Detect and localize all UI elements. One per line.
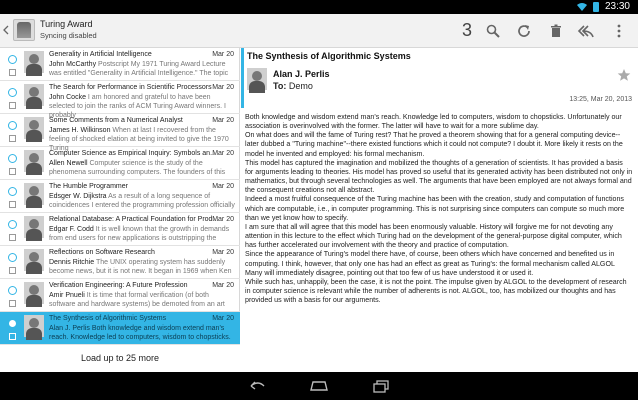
recipient: Demo <box>288 81 313 91</box>
message-row[interactable] <box>0 147 240 180</box>
reply-all-icon[interactable] <box>578 23 594 39</box>
body-paragraph: On what does and will the fame of Turing rest? That he proved a theorem showing that for a general computing device--later dubbed a "Turing machine"--there existed functions which it could not compute? I doubt it. More likely it rests on the model he invented and employed: his formal mechanism. <box>245 131 623 158</box>
message-snippet: Edgar F. Codd It is well known that the growth in demands from end users for new applications is outstripping the <box>49 226 230 242</box>
message-subject: The Search for Performance in Scientific Processors <box>49 84 212 91</box>
unread-indicator-icon <box>8 319 17 328</box>
message-snippet: John McCarthy Postscript My 1971 Turing Award Lecture was entitled "Generality in Artificial Intelligence." The topic <box>49 61 229 77</box>
sender-avatar <box>24 216 44 238</box>
message-snippet: James H. Wilkinson When at last I recovered from the feeling of shocked elation at being invited to give the 1970 Turing <box>49 127 229 152</box>
load-more-button[interactable]: Load up to 25 more <box>0 345 240 372</box>
select-checkbox[interactable] <box>9 135 16 142</box>
star-icon[interactable] <box>617 68 631 82</box>
select-checkbox[interactable] <box>9 267 16 274</box>
message-snippet: Allen Newell Computer science is the study of the phenomena surrounding computers. The founders of this <box>49 160 226 176</box>
sender-avatar <box>24 51 44 73</box>
message-snippet: John Cocke I am honored and grateful to have been selected to join the ranks of ACM Turing Award winners. I probably <box>49 94 226 119</box>
sender-avatar <box>24 150 44 172</box>
selected-count: 3 <box>462 20 473 40</box>
body-paragraph: While such has, unhappily, been the case, it is not the point. The impulse given by ALGOL to the development of research in computer science is relevant while the number of adherents is not. ALGOL, too, has mobilized our thoughts and has provided us with a basis for our arguments. <box>245 277 627 305</box>
message-sender: James H. Wilkinson <box>49 127 111 134</box>
folder-title: Turing Award <box>40 19 93 29</box>
message-row[interactable] <box>0 246 240 279</box>
message-sender: Edsger W. Dijkstra <box>49 193 107 200</box>
message-row[interactable] <box>0 114 240 152</box>
message-sender: Amir Pnueli <box>49 292 85 299</box>
sender-avatar <box>24 249 44 271</box>
select-checkbox[interactable] <box>9 300 16 307</box>
search-icon[interactable] <box>485 23 501 39</box>
account-avatar-icon[interactable] <box>13 19 35 41</box>
refresh-icon[interactable] <box>516 23 532 39</box>
unread-indicator-icon <box>8 121 17 130</box>
message-list <box>0 48 240 372</box>
sender-avatar <box>24 117 44 139</box>
message-subject: Verification Engineering: A Future Profession <box>49 282 188 289</box>
message-subject: The Humble Programmer <box>49 183 128 190</box>
select-checkbox[interactable] <box>9 69 16 76</box>
message-snippet: Alan J. Perlis Both knowledge and wisdom extend man's reach. Knowledge led to computers, wisdom to chopsticks. <box>49 325 231 341</box>
unread-indicator-icon <box>8 187 17 196</box>
reading-pane <box>241 48 638 372</box>
navigation-bar <box>0 372 638 400</box>
message-date: Mar 20 <box>212 84 234 91</box>
sender-avatar <box>24 282 44 304</box>
unread-indicator-icon <box>8 88 17 97</box>
select-checkbox[interactable] <box>9 234 16 241</box>
wifi-icon <box>577 2 587 11</box>
message-snippet: Edsger W. Dijkstra As a result of a long sequence of coincidences I entered the programming profession officially <box>49 193 235 209</box>
recent-apps-icon[interactable] <box>372 379 390 393</box>
unread-indicator-icon <box>8 55 17 64</box>
body-paragraph: Indeed a most fruitful consequence of the Turing machine has been with the creation, study and computation of functions which are computable, i.e., in computer programming. This is not surprising since computers can compute so much more than we yet know how to specify. <box>245 195 625 222</box>
message-snippet: Amir Pnueli It is time that formal verification (of both software and hardware systems) be demoted from an art <box>49 292 225 308</box>
message-date: Mar 20 <box>212 183 234 190</box>
unread-indicator-icon <box>8 154 17 163</box>
message-sender: Dennis Ritchie <box>49 259 95 266</box>
message-body <box>245 113 633 369</box>
message-sender: Alan J. Perlis <box>49 325 90 332</box>
back-icon[interactable] <box>248 379 266 393</box>
message-date: Mar 20 <box>212 150 234 157</box>
message-subject: Computer Science as Empirical Inquiry: Symbols an... <box>49 150 216 157</box>
message-sender: John Cocke <box>49 94 86 101</box>
select-checkbox[interactable] <box>9 333 16 340</box>
message-date: Mar 20 <box>212 282 234 289</box>
body-paragraph: This model has captured the imagination and mobilized the thoughts of a generation of scientists. It has provided a basis for arguments leading to theories. His model has proved so useful that its generated activity has been distributed not only in mathematics, but through several technologies as well. The arguments that have been employed are not always formal and the consequent creations not all abstract. <box>245 158 633 195</box>
sync-status: Syncing disabled <box>40 31 97 40</box>
message-subject: The Synthesis of Algorithmic Systems <box>49 315 167 322</box>
message-row[interactable] <box>0 213 240 246</box>
message-subject: Generality in Artificial Intelligence <box>49 51 152 58</box>
message-date: Mar 20 <box>212 216 234 223</box>
message-timestamp: 13:25, Mar 20, 2013 <box>569 96 632 103</box>
battery-icon <box>593 2 599 12</box>
message-subject: Relational Database: A Practical Foundation for Prod... <box>49 216 219 223</box>
message-date: Mar 20 <box>212 117 234 124</box>
home-icon[interactable] <box>310 379 328 393</box>
message-sender: Edgar F. Codd <box>49 226 94 233</box>
message-row[interactable] <box>0 81 240 119</box>
select-checkbox[interactable] <box>9 102 16 109</box>
message-subject: Reflections on Software Research <box>49 249 155 256</box>
sender-avatar[interactable] <box>247 68 267 90</box>
header-accent-bar <box>241 48 244 108</box>
message-subject: Some Comments from a Numerical Analyst <box>49 117 183 124</box>
select-checkbox[interactable] <box>9 168 16 175</box>
sender-avatar <box>24 315 44 337</box>
message-title: The Synthesis of Algorithmic Systems <box>247 51 411 61</box>
sender-avatar <box>24 84 44 106</box>
message-row[interactable] <box>0 279 240 312</box>
recipient-line: To: Demo <box>273 81 313 91</box>
message-date: Mar 20 <box>212 51 234 58</box>
sender-name[interactable]: Alan J. Perlis <box>273 69 330 79</box>
clock: 23:30 <box>604 1 630 12</box>
up-icon[interactable] <box>3 25 9 35</box>
body-paragraph: I am sure that all will agree that this model has been enormously valuable. History will forgive me for not devoting any attention in this lecture to the effect which Turing had on the development of the general-purpose digital computer, which has further accelerated our involvement with the theory and practice of computation. <box>245 222 622 250</box>
message-sender: John McCarthy <box>49 61 97 68</box>
unread-indicator-icon <box>8 286 17 295</box>
body-paragraph: Both knowledge and wisdom extend man's reach. Knowledge led to computers, wisdom to chopsticks. Unfortunately our association is overinvolved with the former. The latter will have to wait for a more sublime day. <box>245 113 622 131</box>
body-paragraph: Since the appearance of Turing's model there have, of course, been others which have concerned and benefited us in computing. I think, however, that only one has had an effect as great as Turing's: the formal mechanism called ALGOL Many will immediately disagree, pointing out that too few of us have understood it or used it. <box>245 250 615 277</box>
status-bar <box>0 0 638 14</box>
overflow-menu-icon[interactable] <box>611 23 627 39</box>
message-snippet: Dennis Ritchie The UNIX operating system has suddenly become news, but it is not new. It began in 1969 when Ken <box>49 259 232 275</box>
unread-indicator-icon <box>8 220 17 229</box>
select-checkbox[interactable] <box>9 201 16 208</box>
message-row[interactable] <box>0 48 240 81</box>
sender-avatar <box>24 183 44 205</box>
message-date: Mar 20 <box>212 315 234 322</box>
action-bar <box>0 14 638 48</box>
message-row-selected[interactable] <box>0 312 240 345</box>
unread-indicator-icon <box>8 253 17 262</box>
message-row[interactable] <box>0 180 240 213</box>
message-date: Mar 20 <box>212 249 234 256</box>
delete-icon[interactable] <box>548 23 564 39</box>
message-sender: Allen Newell <box>49 160 88 167</box>
